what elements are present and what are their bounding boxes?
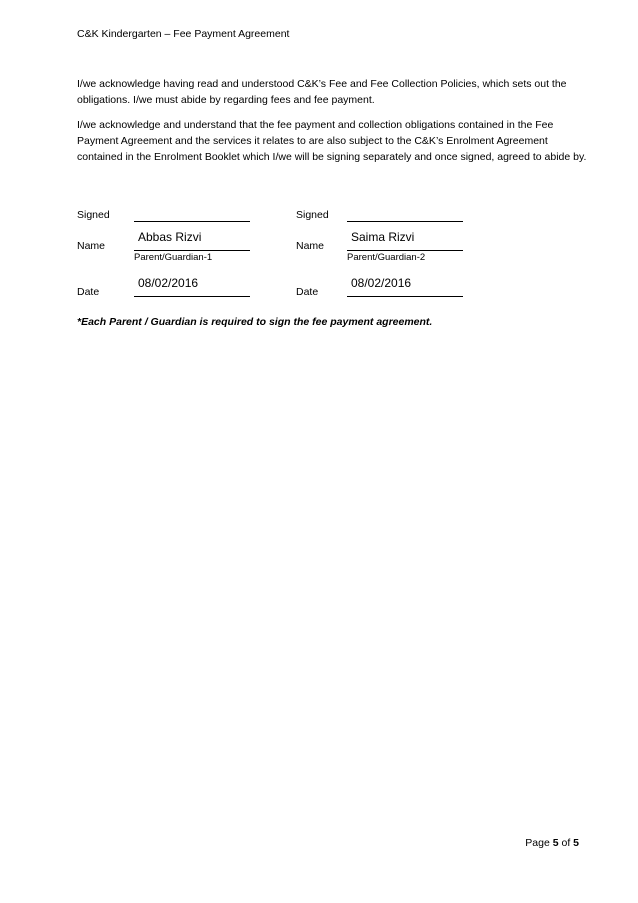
page-word: Page xyxy=(525,837,553,849)
document-header: C&K Kindergarten – Fee Payment Agreement xyxy=(77,28,290,40)
guardian-1-role: Parent/Guardian-1 xyxy=(134,252,213,263)
of-word: of xyxy=(558,837,574,849)
paragraph-policies: I/we acknowledge having read and understood C&K’s Fee and Fee Collection Policies, which sets out the obligations. I/we must abide by regarding fees and fee payment. xyxy=(77,78,567,106)
signature-line-2[interactable] xyxy=(347,221,463,222)
date-label: Date xyxy=(77,286,100,298)
signed-label: Signed xyxy=(77,209,110,221)
guardian-2-name-field[interactable]: Saima Rizvi xyxy=(351,230,415,244)
name-line-1 xyxy=(134,250,250,251)
name-line-2 xyxy=(347,250,463,251)
guardian-1-name-field[interactable]: Abbas Rizvi xyxy=(138,230,202,244)
date-line-1 xyxy=(134,296,250,297)
signature-line-1[interactable] xyxy=(134,221,250,222)
current-page: 5 xyxy=(552,837,559,849)
page-number xyxy=(525,837,579,849)
signature-requirement-note: *Each Parent / Guardian is required to sign the fee payment agreement. xyxy=(77,316,433,328)
signed-label: Signed xyxy=(296,209,329,221)
guardian-2-date-field[interactable]: 08/02/2016 xyxy=(351,276,412,290)
paragraph-agreement: I/we acknowledge and understand that the fee payment and collection obligations contained in the Fee Payment Agreement and the services it relates to are also subject to the C&K’s Enrolment Agreement contained in the Enrolment Booklet which I/we will be signing separately and once signed, agreed to abide by. xyxy=(77,119,587,163)
name-label: Name xyxy=(77,240,106,252)
date-label: Date xyxy=(296,286,319,298)
date-line-2 xyxy=(347,296,463,297)
guardian-1-date-field[interactable]: 08/02/2016 xyxy=(138,276,199,290)
total-pages: 5 xyxy=(573,837,579,849)
guardian-2-role: Parent/Guardian-2 xyxy=(347,252,426,263)
name-label: Name xyxy=(296,240,325,252)
